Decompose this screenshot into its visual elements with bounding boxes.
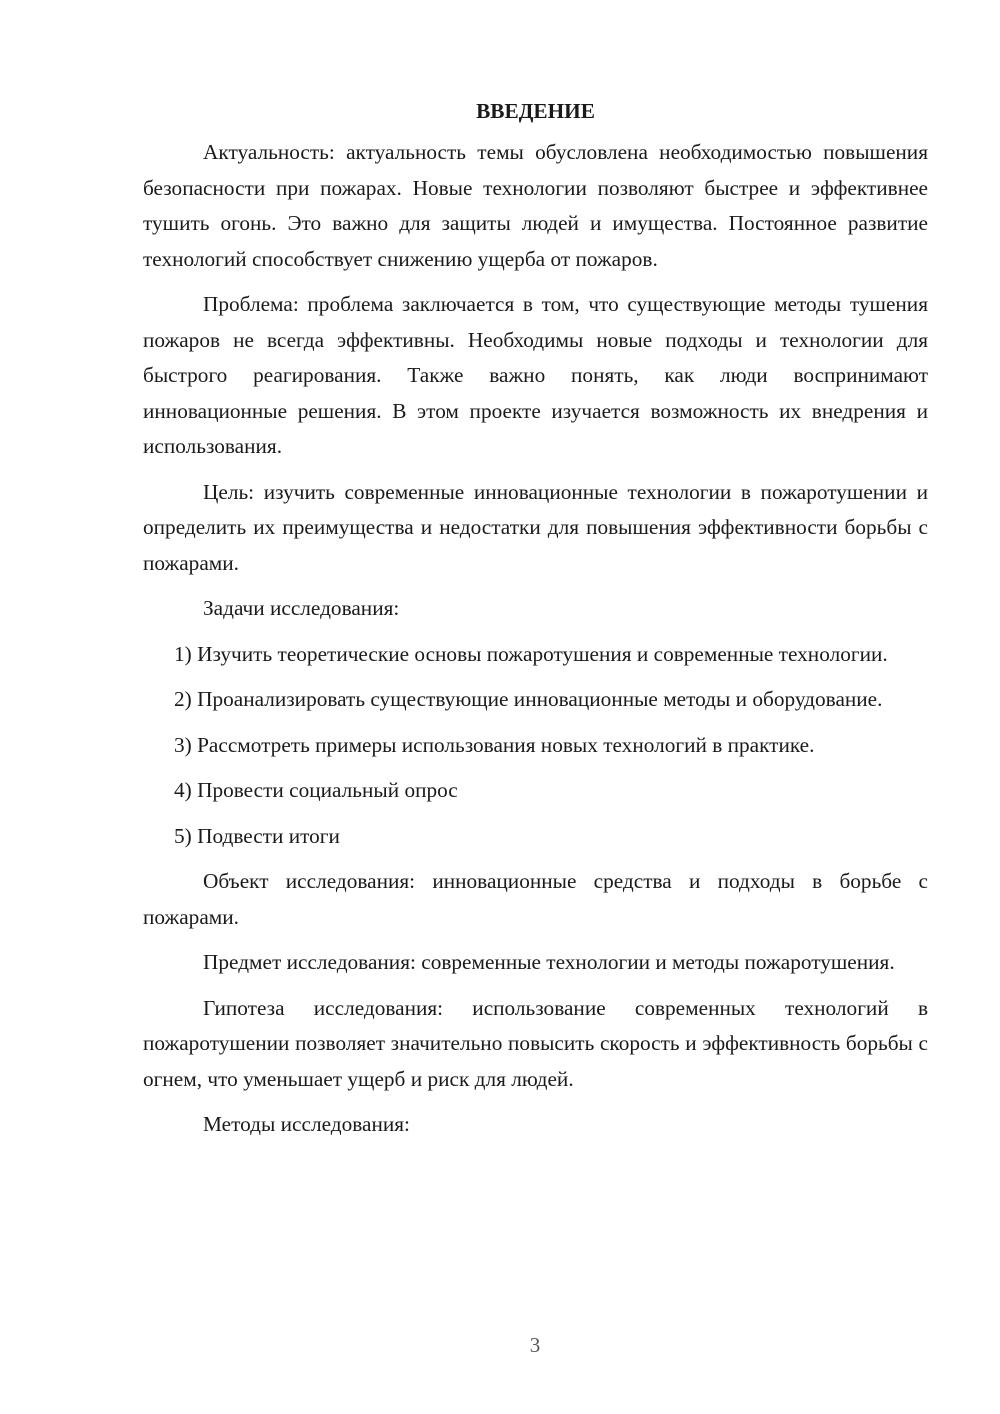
- goal-paragraph: Цель: изучить современные инновационные технологии в пожаротушении и определить их преимущества и недостатки для повышения эффективности борьбы с пожарами.: [143, 479, 928, 575]
- hypothesis-paragraph: Гипотеза исследования: использование современных технологий в пожаротушении позволяет значительно повысить скорость и эффективность борьбы с огнем, что уменьшает ущерб и риск для людей.: [143, 995, 928, 1091]
- task-item-2: 2) Проанализировать существующие инновационные методы и оборудование.: [174, 687, 883, 711]
- task-item-4: 4) Провести социальный опрос: [174, 778, 458, 802]
- subject-paragraph: Предмет исследования: современные технологии и методы пожаротушения.: [203, 950, 895, 974]
- object-paragraph: Объект исследования: инновационные средства и подходы в борьбе с пожарами.: [143, 869, 928, 929]
- relevance-paragraph: Актуальность: актуальность темы обусловлена необходимостью повышения безопасности при пожарах. Новые технологии позволяют быстрее и эффективнее тушить огонь. Это важно для защиты людей и имущества. Постоянное развитие технологий способствует снижению ущерба от пожаров.: [143, 140, 928, 271]
- task-item-5: 5) Подвести итоги: [174, 823, 340, 848]
- methods-heading: Методы исследования:: [203, 1112, 410, 1136]
- tasks-heading: Задачи исследования:: [203, 596, 400, 620]
- page-title: ВВЕДЕНИЕ: [476, 99, 595, 123]
- problem-paragraph: Проблема: проблема заключается в том, что существующие методы тушения пожаров не всегда эффективны. Необходимы новые подходы и технологии для быстрого реагирования. Также важно понять, как люди воспринимают инновационные решения. В этом проекте изучается возможность их внедрения и использования.: [143, 292, 928, 458]
- page-number: 3: [529, 1333, 541, 1357]
- task-item-3: 3) Рассмотреть примеры использования новых технологий в практике.: [174, 732, 815, 757]
- document-page: [143, 92, 928, 1153]
- task-item-1: 1) Изучить теоретические основы пожаротушения и современные технологии.: [174, 641, 888, 666]
